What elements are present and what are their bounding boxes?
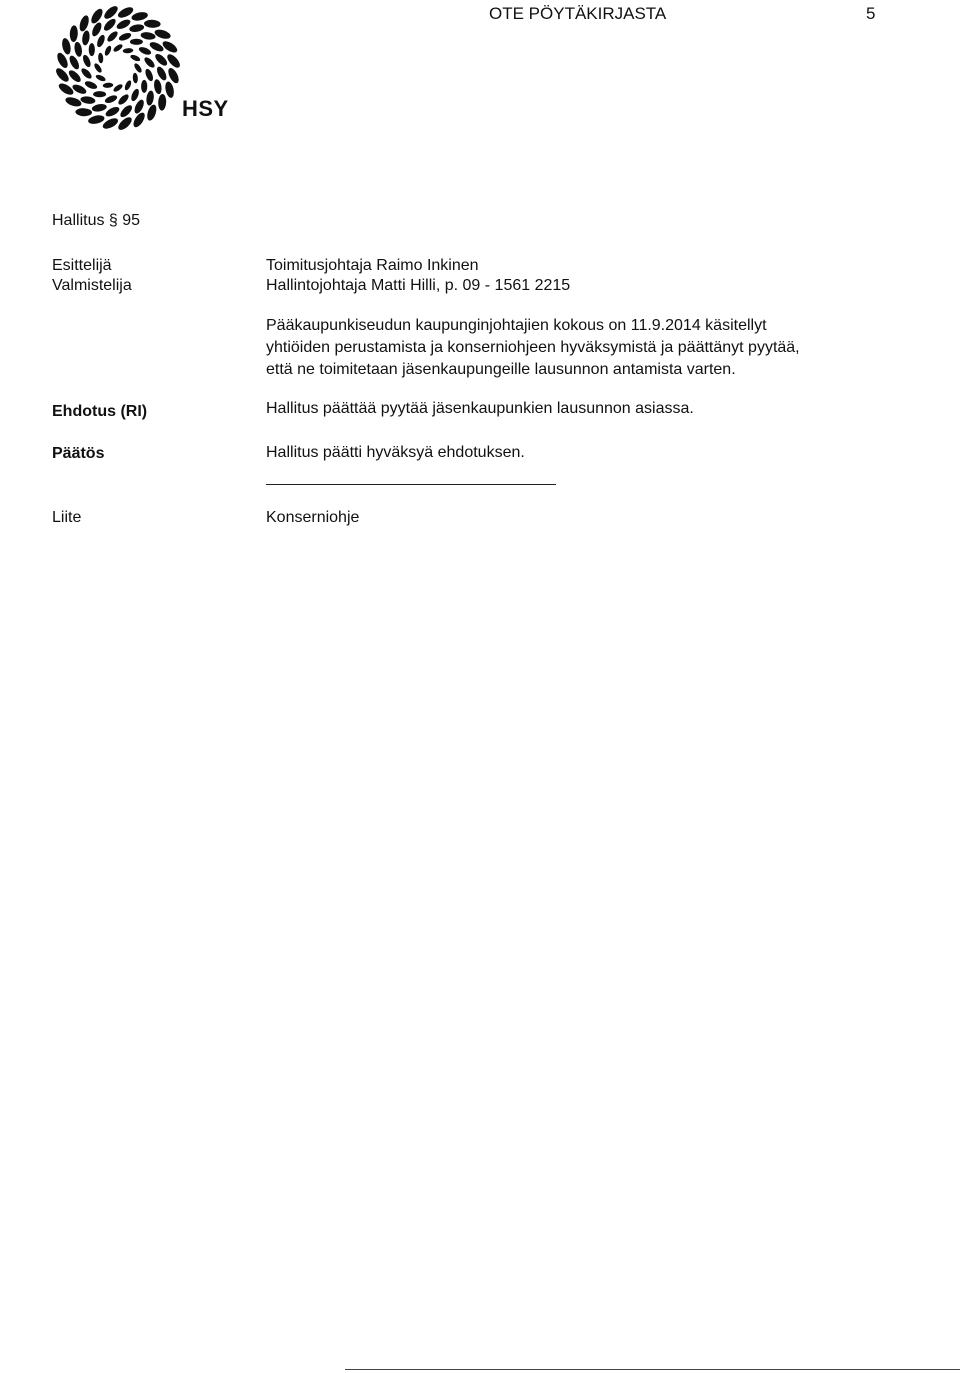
logo-leaf	[81, 54, 92, 68]
logo-leaf	[103, 45, 112, 57]
document-title: OTE PÖYTÄKIRJASTA	[489, 4, 667, 23]
proposal-text: Hallitus päättää pyytää jäsenkaupunkien lausunnon asiassa.	[266, 400, 694, 417]
logo-leaf	[133, 62, 143, 74]
decision-label: Päätös	[52, 445, 105, 462]
logo-leaf	[130, 39, 143, 45]
logo-leaf	[104, 94, 118, 105]
logo-leaf	[102, 4, 120, 21]
logo-leaf	[144, 68, 155, 82]
logo-leaf	[80, 67, 94, 81]
logo-leaf	[57, 81, 75, 97]
presenter-label: Esittelijä	[52, 257, 112, 274]
logo-leaf	[64, 95, 82, 108]
logo-leaf	[164, 81, 175, 99]
logo-leaf	[89, 43, 95, 56]
logo-leaf	[78, 14, 91, 32]
logo-leaf	[145, 103, 158, 121]
separator-line	[266, 484, 556, 485]
logo-leaf	[117, 93, 131, 107]
logo-leaf	[138, 46, 152, 57]
logo-leaf	[129, 53, 141, 62]
proposal-label: Ehdotus (RI)	[52, 403, 148, 420]
background-line: että ne toimitetaan jäsenkaupungeille lausunnon antamista varten.	[266, 361, 736, 378]
background-line: yhtiöiden perustamista ja konserniohjeen hyväksymistä ja päättänyt pyytää,	[266, 339, 800, 356]
page-number: 5	[866, 4, 876, 23]
presenter-value: Toimitusjohtaja Raimo Inkinen	[266, 257, 479, 274]
logo-leaf	[71, 83, 88, 96]
logo-leaf	[103, 82, 114, 88]
logo-leaf	[140, 31, 156, 40]
logo-leaf	[158, 94, 167, 111]
logo-leaf	[153, 52, 169, 68]
logo-leaf	[153, 28, 171, 41]
logo-leaf	[141, 80, 147, 93]
preparer-label: Valmistelija	[52, 277, 132, 294]
logo-leaf	[69, 25, 78, 42]
logo-leaf	[93, 62, 103, 74]
logo-leaf	[133, 98, 146, 115]
hsy-logo-icon	[28, 2, 188, 132]
logo-leaf	[80, 95, 96, 104]
logo-leaf	[112, 83, 124, 93]
logo-leaf	[132, 73, 138, 84]
logo-leaf	[54, 66, 71, 84]
logo-leaf	[123, 48, 134, 54]
logo-leaf	[102, 17, 118, 33]
logo-leaf	[165, 52, 182, 70]
logo-leaf	[93, 91, 106, 97]
attachment-text: Konserniohje	[266, 509, 360, 526]
logo-leaf	[81, 30, 90, 46]
logo-leaf	[131, 11, 149, 22]
attachment-label: Liite	[52, 509, 82, 526]
logo-leaf	[73, 41, 83, 57]
logo-leaf	[131, 111, 147, 129]
preparer-value: Hallintojohtaja Matti Hilli, p. 09 - 1561 2215	[266, 277, 571, 294]
section-heading: Hallitus § 95	[52, 212, 141, 229]
logo-leaf	[116, 115, 134, 132]
logo-leaf	[98, 53, 104, 64]
logo-leaf	[112, 43, 124, 53]
logo-leaf	[148, 40, 165, 53]
logo-leaf	[96, 34, 107, 48]
logo-leaf	[87, 114, 105, 125]
decision-text: Hallitus päätti hyväksyä ehdotuksen.	[266, 444, 525, 461]
logo-leaf	[123, 79, 132, 91]
logo-leaf	[130, 88, 141, 102]
logo-leaf	[91, 103, 107, 113]
logo-leaf	[84, 80, 98, 91]
logo-leaf	[144, 19, 161, 28]
logo-leaf	[75, 108, 92, 117]
logo-leaf	[161, 39, 179, 55]
logo-leaf	[67, 68, 83, 84]
logo-leaf	[61, 37, 72, 55]
logo-leaf	[129, 23, 145, 33]
logo-leaf	[143, 56, 157, 70]
logo-leaf	[89, 7, 105, 25]
logo-leaf	[95, 73, 107, 82]
background-line: Pääkaupunkiseudun kaupunginjohtajien kokous on 11.9.2014 käsitellyt	[266, 317, 767, 334]
logo-leaf	[118, 103, 134, 119]
logo-leaf	[118, 31, 132, 42]
logo-leaf	[106, 30, 120, 44]
logo-text: HSY	[182, 96, 229, 121]
scan-edge-line	[345, 1369, 960, 1370]
logo-leaf	[145, 90, 154, 106]
logo-leaf	[90, 21, 103, 38]
logo-leaf	[153, 79, 163, 95]
